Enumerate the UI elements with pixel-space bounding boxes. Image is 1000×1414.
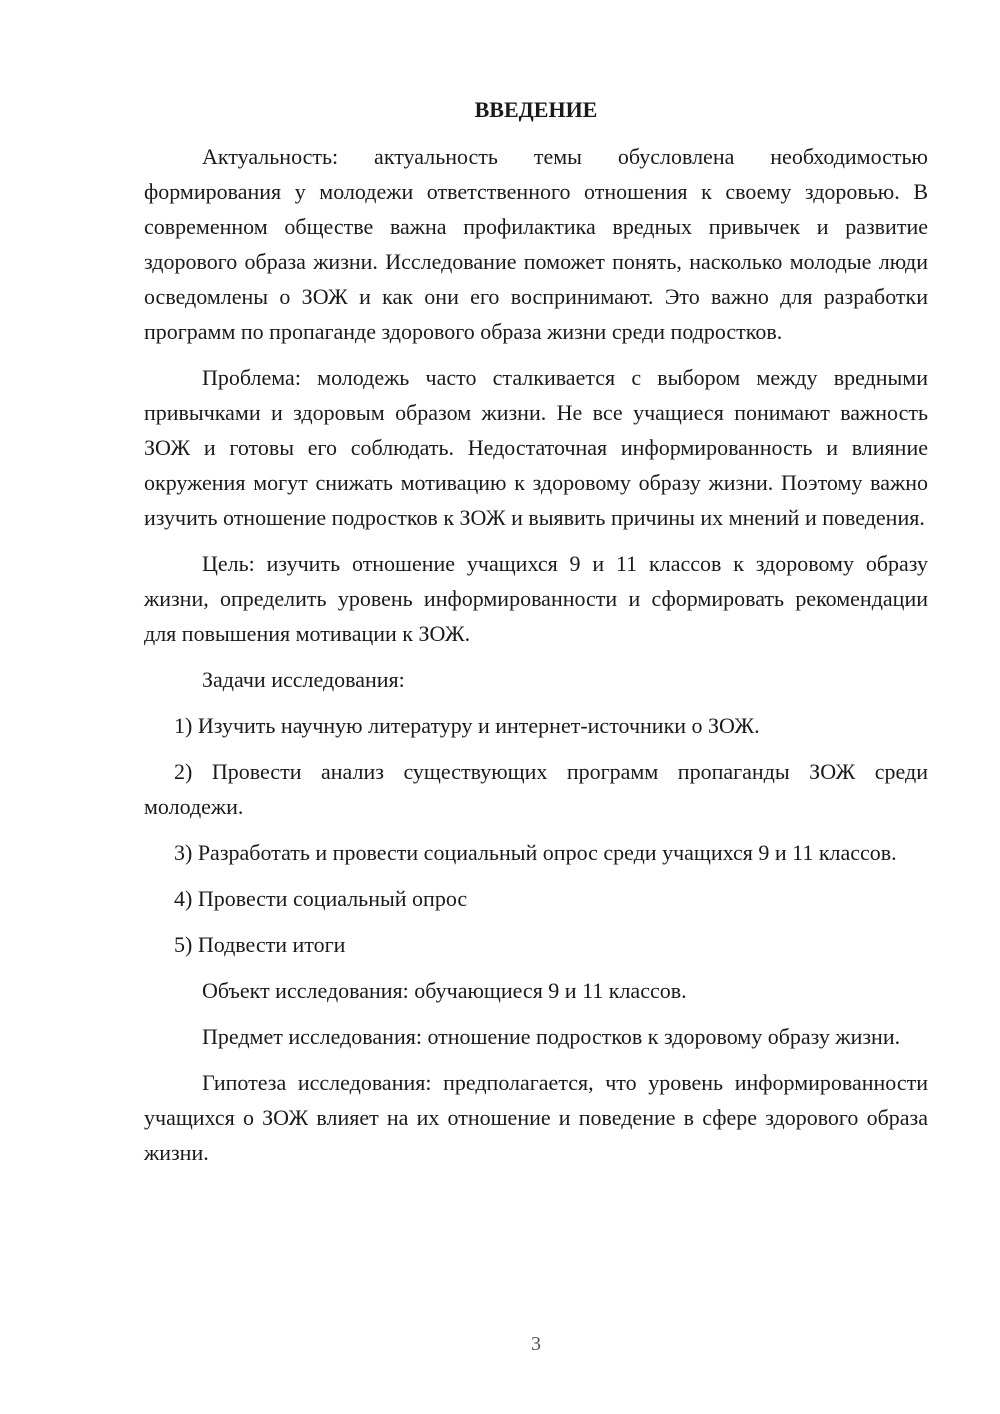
paragraph-subject: Предмет исследования: отношение подростков к здоровому образу жизни. [202, 1024, 901, 1049]
paragraph-relevance: Актуальность: актуальность темы обусловлена необходимостью формирования у молодежи ответственного отношения к своему здоровью. В современном обществе важна профилактика вредных привычек и развитие здорового образа жизни. Исследование поможет понять, насколько молодые люди осведомлены о ЗОЖ и как они его воспринимают. Это важно для разработки программ по пропаганде здорового образа жизни среди подростков. [144, 144, 928, 344]
page-number: 3 [531, 1333, 541, 1355]
list-item: 2) Провести анализ существующих программ пропаганды ЗОЖ среди молодежи. [144, 759, 928, 819]
paragraph-problem: Проблема: молодежь часто сталкивается с выбором между вредными привычками и здоровым образом жизни. Не все учащиеся понимают важность ЗОЖ и готовы его соблюдать. Недостаточная информированность и влияние окружения могут снижать мотивацию к здоровому образу жизни. Поэтому важно изучить отношение подростков к ЗОЖ и выявить причины их мнений и поведения. [144, 365, 928, 530]
list-item: 4) Провести социальный опрос [174, 886, 468, 911]
list-item: 1) Изучить научную литературу и интернет-источники о ЗОЖ. [174, 713, 760, 738]
paragraph-object: Объект исследования: обучающиеся 9 и 11 классов. [202, 978, 687, 1003]
paragraph-hypothesis: Гипотеза исследования: предполагается, что уровень информированности учащихся о ЗОЖ влияет на их отношение и поведение в сфере здорового образа жизни. [144, 1070, 928, 1165]
document-page [144, 95, 928, 1181]
tasks-list [144, 708, 928, 962]
paragraph-goal: Цель: изучить отношение учащихся 9 и 11 классов к здоровому образу жизни, определить уровень информированности и сформировать рекомендации для повышения мотивации к ЗОЖ. [144, 551, 928, 646]
section-title: ВВЕДЕНИЕ [474, 97, 598, 122]
list-item: 3) Разработать и провести социальный опрос среди учащихся 9 и 11 классов. [174, 840, 897, 865]
tasks-heading: Задачи исследования: [202, 667, 405, 692]
list-item: 5) Подвести итоги [174, 932, 346, 957]
